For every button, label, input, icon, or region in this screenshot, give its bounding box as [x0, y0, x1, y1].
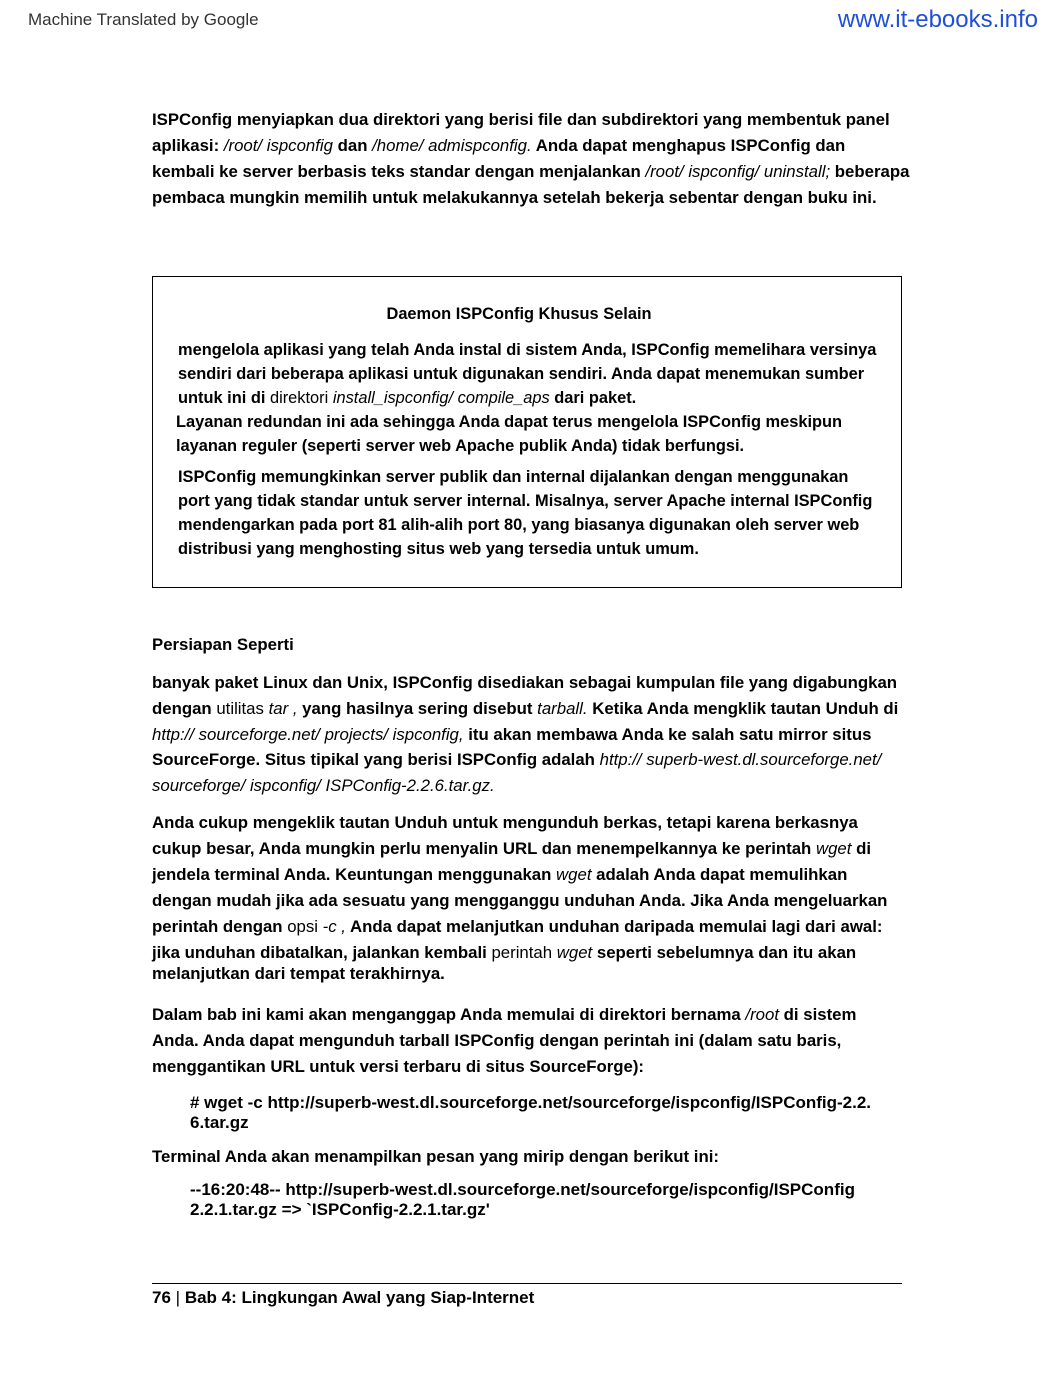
text-run: melanjutkan dari tempat terakhirnya. [152, 964, 445, 983]
text-line [152, 747, 898, 773]
text-line [152, 862, 887, 888]
text-line [152, 696, 898, 722]
text-run: sendiri dari beberapa aplikasi untuk digunakan sendiri. Anda dapat menemukan sumber [178, 365, 865, 383]
text-run: perintah dengan [152, 917, 288, 936]
intro-paragraph [152, 107, 909, 211]
text-line [152, 914, 887, 940]
text-line [152, 133, 909, 159]
text-run: /root/ ispconfig [223, 136, 333, 155]
sidebar-paragraph [178, 338, 876, 410]
body-paragraph [152, 670, 898, 799]
text-run: di sistem [779, 1005, 857, 1024]
text-line [152, 888, 887, 914]
text-run: -c , [322, 917, 346, 936]
text-run: /home/ admispconfig. [372, 136, 532, 155]
text-run: aplikasi: [152, 136, 224, 155]
text-line [178, 465, 872, 489]
body-paragraph [152, 1002, 856, 1080]
text-line: # wget -c http://superb-west.dl.sourceforge.net/sourceforge/ispconfig/ISPConfig-2.2. [190, 1093, 872, 1112]
page-number: 76 [152, 1288, 171, 1307]
text-run: dengan [152, 698, 217, 718]
text-run: /root/ ispconfig/ uninstall; [645, 162, 831, 181]
text-run: mengelola aplikasi yang telah Anda instal di sistem Anda, ISPConfig memelihara versinya [178, 341, 877, 359]
text-run: sourceforge/ ispconfig/ ISPConfig-2.2.6.tar.gz. [152, 776, 495, 796]
text-run: pembaca mungkin memilih untuk melakukannya setelah bekerja sebentar dengan buku ini. [152, 188, 877, 207]
body-paragraph [152, 1144, 719, 1170]
text-run: wget [815, 839, 852, 858]
text-line [178, 489, 872, 513]
sidebar-paragraph [176, 410, 842, 458]
terminal-output-listing [190, 1180, 855, 1220]
text-line: 2.2.1.tar.gz => `ISPConfig-2.2.1.tar.gz' [190, 1200, 490, 1219]
text-line [152, 836, 887, 862]
machine-translation-notice: Machine Translated by Google [28, 10, 259, 29]
text-run: kembali ke server berbasis teks standar dengan menjalankan [152, 162, 646, 181]
text-line [176, 410, 842, 434]
text-run: direktori [269, 389, 333, 407]
sidebar-paragraph [178, 465, 872, 561]
text-run: di [851, 839, 871, 858]
text-line [152, 1144, 719, 1170]
text-run: dari paket. [549, 389, 637, 407]
text-run: Anda cukup mengeklik tautan Unduh untuk mengunduh berkas, tetapi karena berkasnya [152, 813, 858, 832]
text-line [178, 513, 872, 537]
text-line [178, 362, 876, 386]
text-line [178, 338, 876, 362]
text-run: ISPConfig menyiapkan dua direktori yang berisi file dan subdirektori yang membentuk panel [152, 110, 890, 129]
text-line [152, 185, 909, 211]
text-run: Anda dapat melanjutkan unduhan daripada memulai lagi dari awal: [345, 917, 883, 936]
text-run: tarball. [537, 698, 588, 718]
text-line [152, 1028, 856, 1054]
text-run: Terminal Anda akan menampilkan pesan yang mirip dengan berikut ini: [152, 1147, 719, 1166]
sidebar-title: Daemon ISPConfig Khusus Selain [386, 305, 652, 323]
text-run: port yang tidak standar untuk server internal. Misalnya, server Apache internal ISPConfig [178, 492, 873, 510]
text-line [152, 773, 898, 799]
text-run: Anda dapat menghapus ISPConfig dan [531, 136, 846, 155]
text-run: jika unduhan dibatalkan, jalankan kembali [152, 943, 492, 962]
text-line [152, 670, 898, 696]
text-line [152, 159, 909, 185]
text-run: jendela terminal Anda. Keuntungan menggunakan [152, 865, 557, 884]
wget-command-listing [190, 1093, 871, 1133]
text-run: Dalam bab ini kami akan menganggap Anda memulai di direktori bernama [152, 1005, 746, 1024]
text-line [152, 722, 898, 748]
text-run: banyak paket Linux dan Unix, ISPConfig disediakan sebagai kumpulan file yang digabungkan [152, 673, 898, 692]
text-run: untuk ini di [178, 389, 270, 407]
text-line [178, 537, 872, 561]
text-line [178, 386, 876, 410]
text-run: ISPConfig memungkinkan server publik dan internal dijalankan dengan menggunakan [178, 468, 849, 486]
text-line [152, 810, 887, 836]
text-run: distribusi yang menghosting situs web yang tersedia untuk umum. [178, 540, 699, 558]
footer-divider [152, 1283, 902, 1284]
text-run: Layanan redundan ini ada sehingga Anda dapat terus mengelola ISPConfig meskipun [176, 413, 843, 431]
text-line [176, 434, 842, 458]
text-line [152, 1002, 856, 1028]
text-run: opsi [287, 917, 323, 936]
chapter-title: Bab 4: Lingkungan Awal yang Siap-Internet [184, 1288, 535, 1307]
sidebar-box [152, 276, 902, 588]
text-run: seperti sebelumnya dan itu akan [592, 943, 857, 962]
site-watermark-link[interactable]: www.it-ebooks.info [837, 6, 1038, 33]
text-line: 6.tar.gz [190, 1113, 249, 1132]
body-paragraph [152, 810, 887, 987]
text-run: layanan reguler (seperti server web Apache publik Anda) tidak berfungsi. [176, 437, 745, 455]
text-run: mendengarkan pada port 81 alih-alih port 80, yang biasanya digunakan oleh server web [178, 516, 860, 534]
text-run: utilitas [216, 698, 269, 718]
text-run: itu akan membawa Anda ke salah satu mirror situs [463, 724, 872, 744]
text-run: SourceForge. Situs tipikal yang berisi ISPConfig adalah [152, 750, 600, 770]
text-run: menggantikan URL untuk versi terbaru di situs SourceForge): [152, 1057, 645, 1076]
text-run: install_ispconfig/ compile_aps [332, 389, 550, 407]
text-run: beberapa [830, 162, 910, 181]
text-run: tar , [268, 698, 298, 718]
footer-separator: | [175, 1288, 181, 1307]
text-run: dan [332, 136, 373, 155]
text-line [152, 107, 909, 133]
text-run: yang hasilnya sering disebut [297, 698, 538, 718]
text-run: http:// sourceforge.net/ projects/ ispconfig, [152, 724, 464, 744]
text-run: wget [556, 865, 592, 884]
text-run: /root [745, 1005, 780, 1024]
page-footer [152, 1288, 534, 1308]
section-heading: Persiapan Seperti [152, 635, 294, 654]
text-run: Anda. Anda dapat mengunduh tarball ISPConfig dengan perintah ini (dalam satu baris, [152, 1031, 842, 1050]
text-run: dengan mudah jika ada sesuatu yang mengganggu unduhan Anda. Jika Anda mengeluarkan [152, 891, 888, 910]
text-run: Ketika Anda mengklik tautan Unduh di [587, 698, 899, 718]
text-line: --16:20:48-- http://superb-west.dl.sourceforge.net/sourceforge/ispconfig/ISPConfig [190, 1180, 855, 1199]
text-run: cukup besar, Anda mungkin perlu menyalin URL dan menempelkannya ke perintah [152, 839, 816, 858]
text-run: http:// superb-west.dl.sourceforge.net/ [599, 750, 882, 770]
text-run: adalah Anda dapat memulihkan [591, 865, 848, 884]
text-run: perintah [491, 943, 557, 962]
text-run: wget [556, 943, 593, 962]
text-line [152, 1054, 856, 1080]
